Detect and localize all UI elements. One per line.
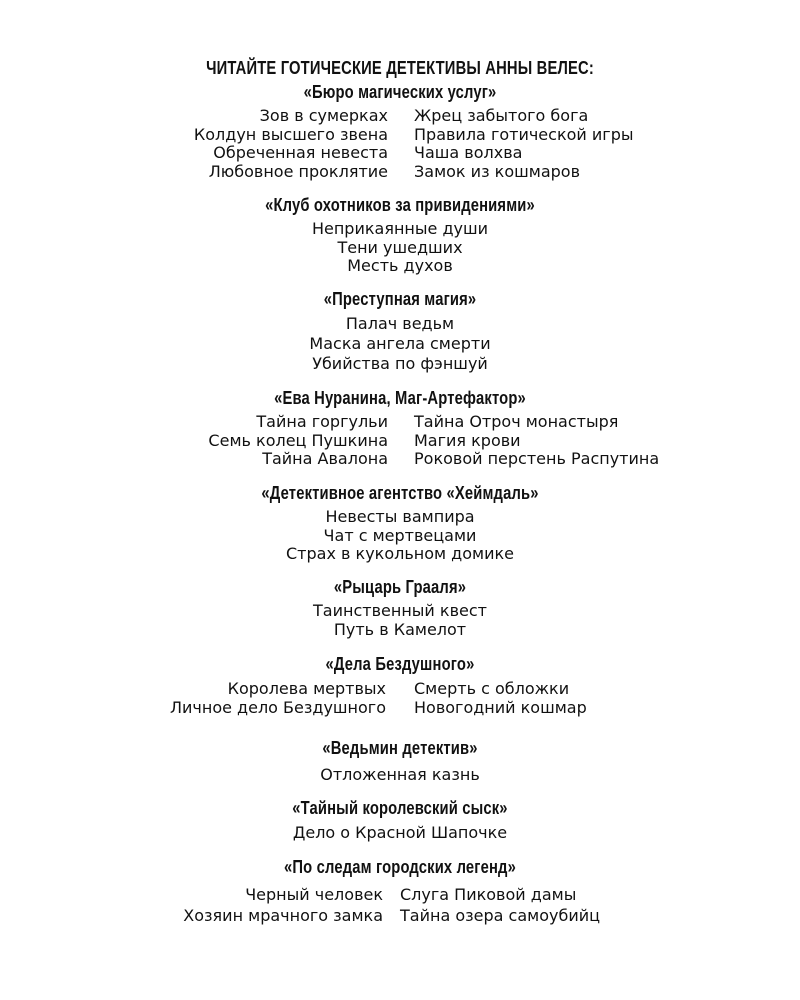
book-title: Тайна горгульи [256, 412, 388, 431]
book-title: Личное дело Бездушного [169, 697, 386, 717]
book-title: Страх в кукольном домике [286, 544, 514, 563]
book-title: Невесты вампира [325, 507, 475, 526]
book-title: Магия крови [414, 430, 521, 450]
book-column-right [400, 884, 600, 926]
series-title: «Детективное агентство «Хеймдаль» [261, 483, 539, 503]
book-column-center [0, 508, 800, 564]
book-column-right [414, 107, 633, 181]
book-title: Королева мертвых [227, 679, 386, 698]
book-title: Слуга Пиковой дамы [400, 885, 577, 904]
series-title: «Тайный королевский сыск» [292, 798, 508, 818]
book-title: Тайна озера самоубийц [400, 906, 600, 925]
series-title: «Ведьмин детектив» [322, 738, 478, 758]
book-title: Любовное проклятие [208, 161, 388, 181]
book-title: Тени ушедших [337, 237, 463, 257]
book-title: Черный человек [245, 885, 383, 904]
book-column-left [208, 413, 388, 469]
book-title: Чаша волхва [414, 143, 523, 162]
book-title: Таинственный квест [313, 601, 487, 620]
book-column-left [183, 884, 383, 926]
book-title: Смерть с обложки [414, 679, 570, 698]
book-title: Зов в сумерках [259, 106, 388, 125]
series-title: «Преступная магия» [323, 289, 477, 309]
page-heading: ЧИТАЙТЕ ГОТИЧЕСКИЕ ДЕТЕКТИВЫ АННЫ ВЕЛЕС: [206, 58, 594, 78]
series-title: «По следам городских легенд» [284, 857, 516, 877]
series-title: «Ева Нуранина, Маг-Артефактор» [274, 388, 526, 408]
book-column-right [414, 413, 659, 469]
series-title: «Бюро магических услуг» [303, 82, 497, 102]
book-title: Хозяин мрачного замка [183, 906, 383, 925]
book-column-left [170, 680, 386, 717]
book-title: Жрец забытого бога [414, 106, 589, 125]
book-title: Палач ведьм [345, 314, 455, 333]
book-title: Тайна Авалона [262, 449, 388, 468]
book-title: Дело о Красной Шапочке [292, 823, 508, 842]
book-title: Колдун высшего звена [193, 124, 388, 144]
series-title: «Клуб охотников за привидениями» [265, 195, 535, 215]
book-title: Отложенная казнь [320, 765, 480, 784]
book-title: Замок из кошмаров [414, 161, 581, 181]
book-title: Роковой перстень Распутина [414, 449, 660, 468]
book-title: Убийства по фэншуй [312, 354, 488, 373]
book-title: Неприкаянные души [311, 219, 489, 238]
book-title: Маска ангела смерти [309, 334, 491, 353]
book-column-right [414, 680, 587, 717]
book-title: Семь колец Пушкина [208, 430, 388, 450]
series-title: «Дела Бездушного» [325, 654, 475, 674]
book-title: Обреченная невеста [213, 143, 388, 162]
book-column-center [0, 766, 800, 785]
book-title: Тайна Отроч монастыря [414, 412, 619, 431]
book-column-left [194, 107, 388, 181]
book-title: Новогодний кошмар [414, 697, 587, 717]
book-column-center [0, 220, 800, 276]
series-title: «Рыцарь Грааля» [333, 577, 467, 597]
book-title: Месть духов [347, 256, 453, 275]
book-column-center [0, 314, 800, 374]
book-title: Чат с мертвецами [323, 525, 477, 545]
book-column-center [0, 824, 800, 843]
book-title: Путь в Камелот [333, 619, 467, 639]
book-title: Правила готической игры [414, 124, 634, 144]
book-column-center [0, 602, 800, 639]
